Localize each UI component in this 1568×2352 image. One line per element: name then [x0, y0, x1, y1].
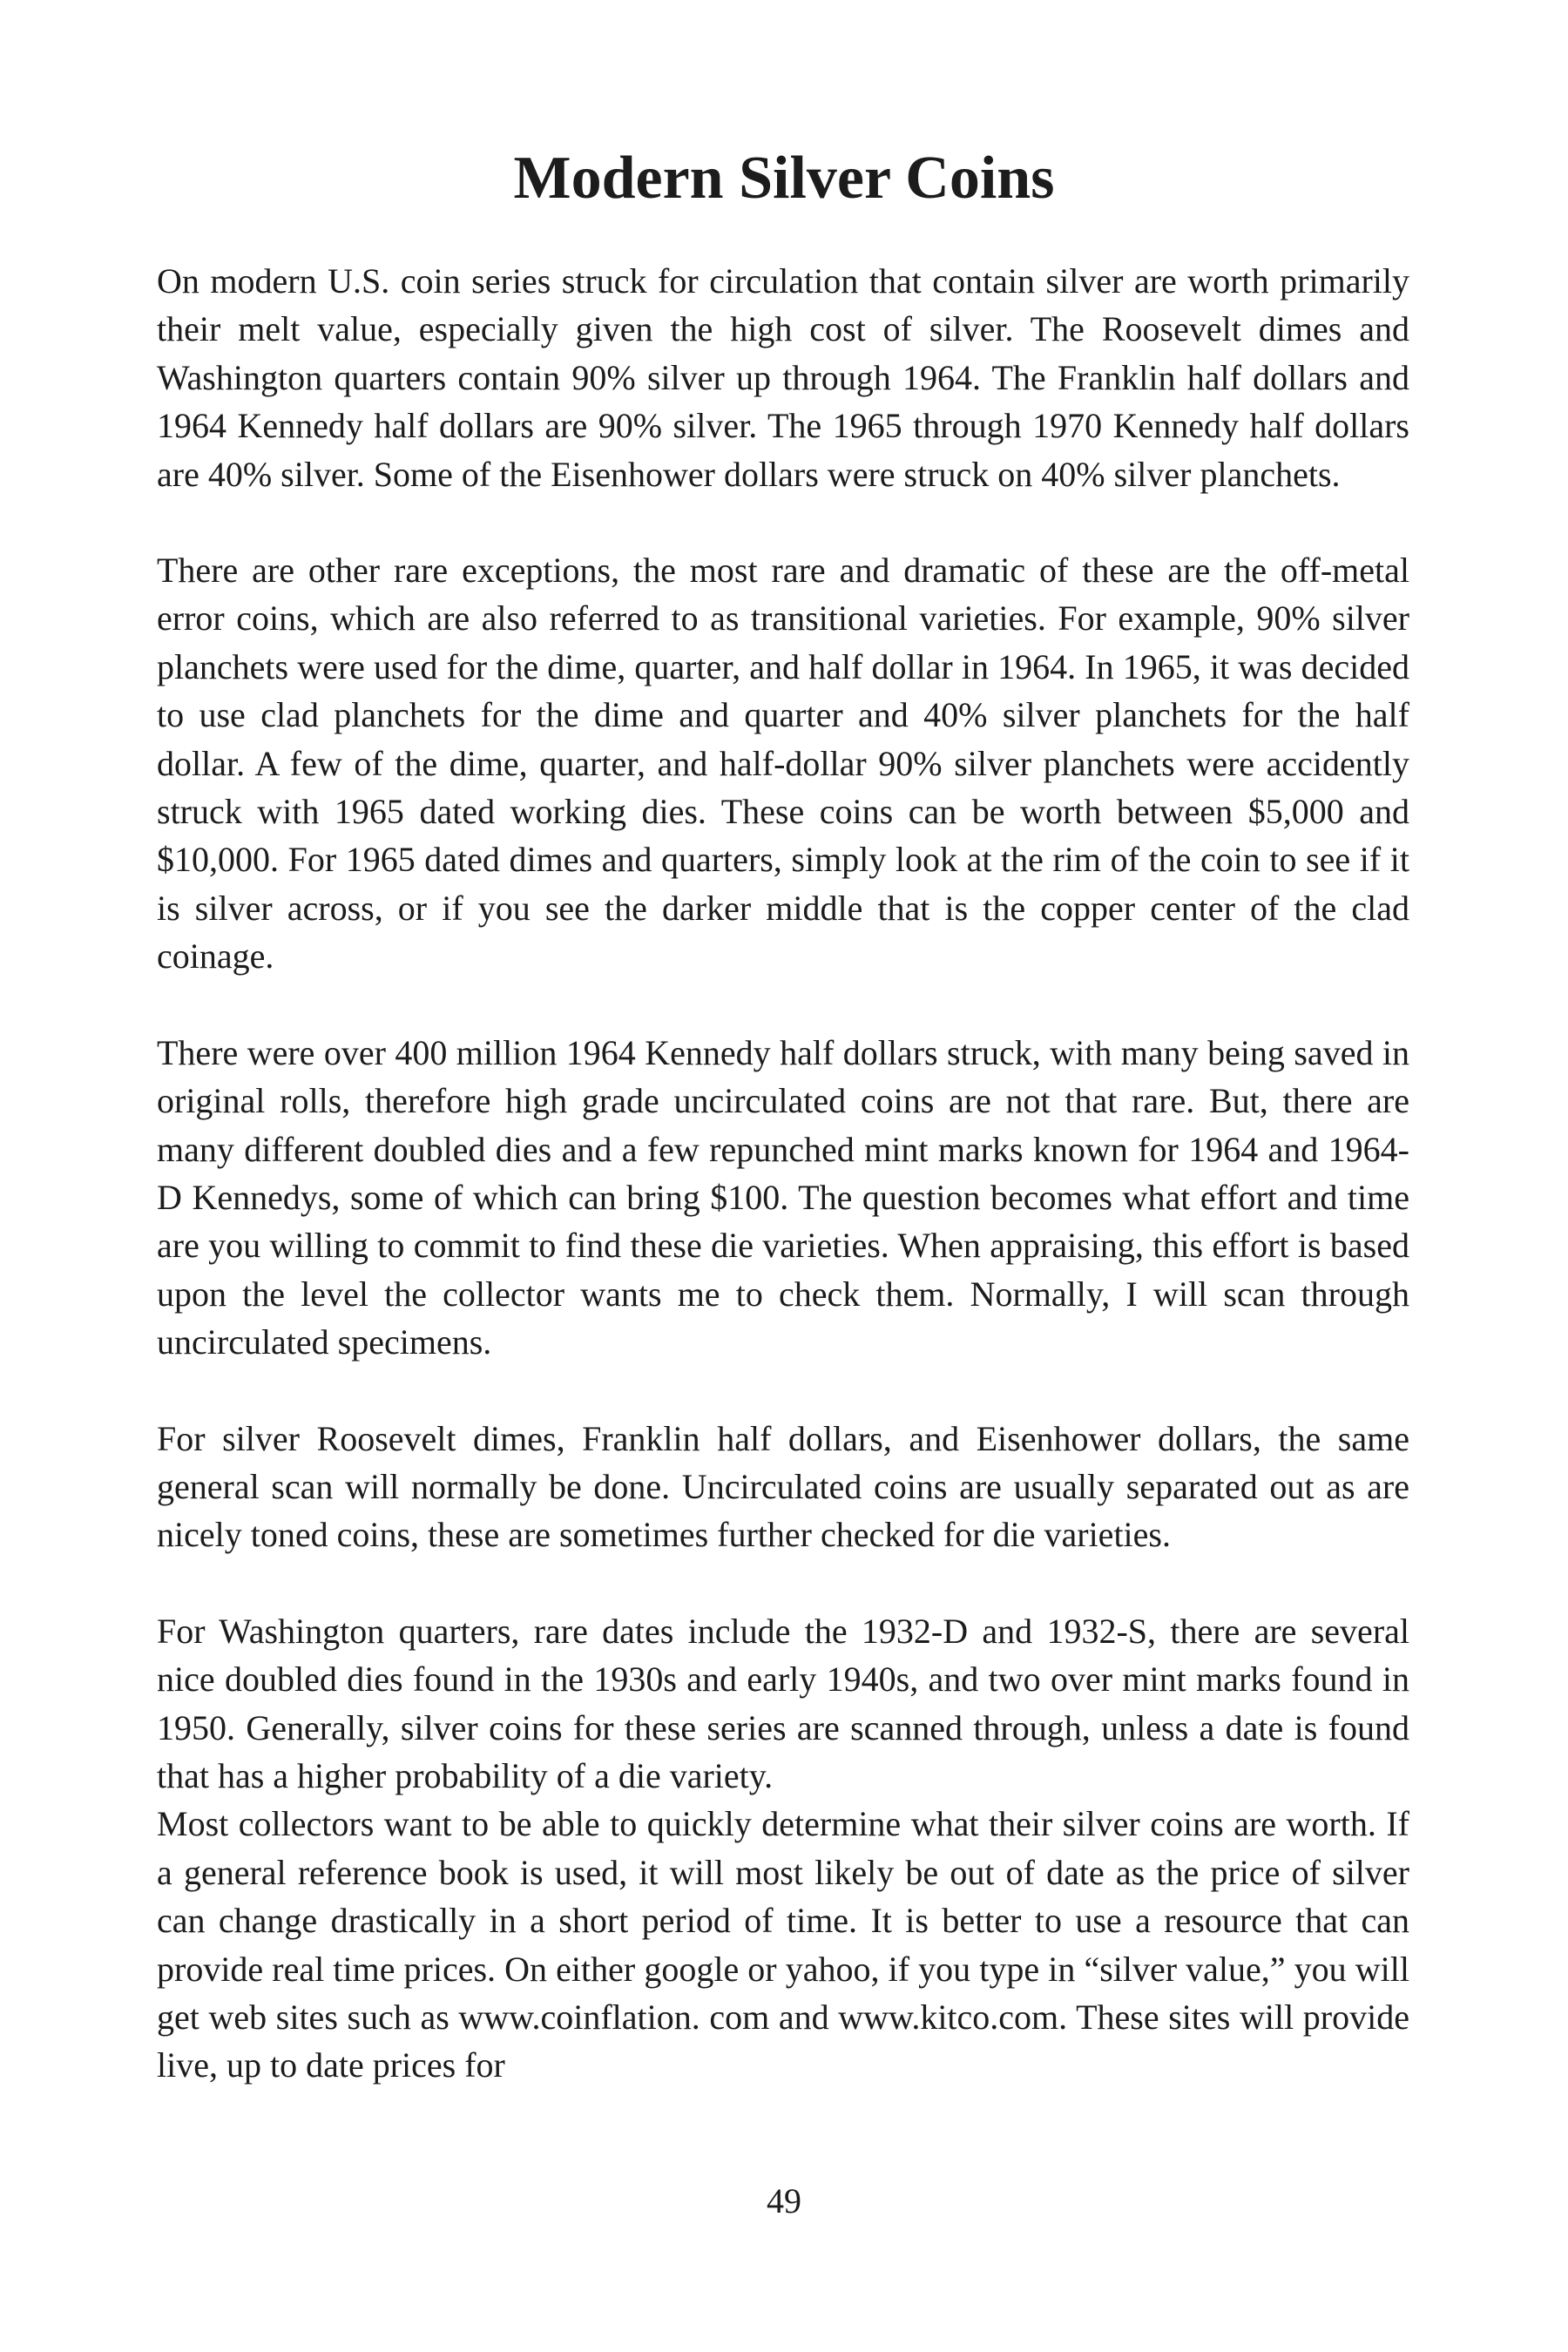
paragraph-roosevelt-franklin-eisenhower: For silver Roosevelt dimes, Franklin half dollars, and Eisenhower dollars, the same general scan will normally be done. Uncirculated coins are usually separated out as are nicely toned coins, these are sometimes further checked for die varieties.	[157, 1418, 1409, 1555]
paragraph-transitional-varieties: There are other rare exceptions, the most rare and dramatic of these are the off-metal error coins, which are also referred to as transitional varieties. For example, 90% silver planchets were used for the dime, quarter, and half dollar in 1964. In 1965, it was decided to use clad planchets for the dime and quarter and 40% silver planchets for the half dollar. A few of the dime, quarter, and half-dollar 90% silver planchets were accidently struck with 1965 dated working dies. These coins can be worth between $5,000 and $10,000. For 1965 dated dimes and quarters, simply look at the rim of the coin to see if it is silver across, or if you see the darker middle that is the copper center of the clad coinage.	[157, 551, 1409, 977]
page-title: Modern Silver Coins	[513, 145, 1055, 212]
body-text	[157, 257, 1409, 2090]
paragraph-kennedy-half-dollars: There were over 400 million 1964 Kennedy half dollars struck, with many being saved in original rolls, therefore high grade uncirculated coins are not that rare. But, there are many different doubled dies and a few repunched mint marks known for 1964 and 1964-D Kennedys, some of which can bring $100. The question becomes what effort and time are you willing to commit to find these die varieties. When appraising, this effort is based upon the level the collector wants me to check them. Normally, I will scan through uncirculated specimens.	[157, 1032, 1409, 1362]
paragraph-silver-prices: Most collectors want to be able to quickly determine what their silver coins are worth. If a general reference book is used, it will most likely be out of date as the price of silver can change drastically in a short period of time. It is better to use a resource that can provide real time prices. On either google or yahoo, if you type in “silver value,” you will get web sites such as www.coinflation. com and www.kitco.com. These sites will provide live, up to date prices for	[157, 1804, 1409, 2085]
paragraph-washington-quarters: For Washington quarters, rare dates include the 1932-D and 1932-S, there are several nice doubled dies found in the 1930s and early 1940s, and two over mint marks found in 1950. Generally, silver coins for these series are scanned through, unless a date is found that has a higher probability of a die variety.	[157, 1611, 1409, 1795]
page-number: 49	[767, 2181, 801, 2220]
paragraph-melt-value: On modern U.S. coin series struck for circulation that contain silver are worth primarily their melt value, especially given the high cost of silver. The Roosevelt dimes and Washington quarters contain 90% silver up through 1964. The Franklin half dollars and 1964 Kennedy half dollars are 90% silver. The 1965 through 1970 Kennedy half dollars are 40% silver. Some of the Eisenhower dollars were struck on 40% silver planchets.	[157, 261, 1409, 494]
